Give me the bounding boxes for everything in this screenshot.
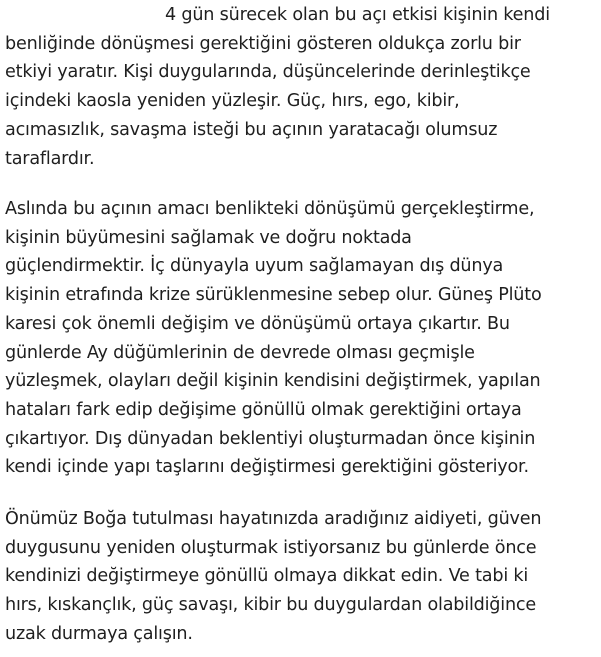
paragraph-line: kişinin büyümesini sağlamak ve doğru noktada xyxy=(5,227,412,248)
paragraph-line: Aslında bu açının amacı benlikteki dönüşümü gerçekleştirme, xyxy=(5,199,535,219)
paragraph-line: yüzleşmek, olayları değil kişinin kendisini değiştirmek, yapılan xyxy=(5,371,541,392)
paragraph-eclipse xyxy=(5,505,541,649)
paragraph-line: hırs, kıskançlık, güç savaşı, kibir bu duygulardan olabildiğince xyxy=(5,595,537,616)
paragraph-line: Önümüz Boğa tutulması hayatınızda aradığınız aidiyeti, güven xyxy=(5,509,542,529)
paragraph-line: acımasızlık, savaşma isteği bu açının yaratacağı olumsuz xyxy=(5,119,498,140)
paragraph-line: kendinizi değiştirmeye gönüllü olmaya dikkat edin. Ve tabi ki xyxy=(5,566,529,587)
paragraph-line: uzak durmaya çalışın. xyxy=(5,623,193,644)
paragraph-line: kişinin etrafında krize sürüklenmesine sebep olur. Güneş Plüto xyxy=(5,285,542,306)
paragraph-intro xyxy=(5,1,550,173)
paragraph-line: kendi içinde yapı taşlarını değiştirmesi gerektiğini gösteriyor. xyxy=(5,457,529,478)
paragraph-line: duygusunu yeniden oluşturmak istiyorsanız bu günlerde önce xyxy=(5,537,537,558)
paragraph-line: taraflardır. xyxy=(5,148,95,169)
paragraph-line: hataları fark edip değişime gönüllü olmak gerektiğini ortaya xyxy=(5,399,522,420)
paragraph-line: içindeki kaosla yeniden yüzleşir. Güç, hırs, ego, kibir, xyxy=(5,91,460,112)
paragraph-line: karesi çok önemli değişim ve dönüşümü ortaya çıkartır. Bu xyxy=(5,313,510,334)
paragraph-line: çıkartıyor. Dış dünyadan beklentiyi oluşturmadan önce kişinin xyxy=(5,428,536,449)
paragraph-line: benliğinde dönüşmesi gerektiğini gösteren oldukça zorlu bir xyxy=(5,33,521,54)
paragraph-line: güçlendirmektir. İç dünyayla uyum sağlamayan dış dünya xyxy=(5,256,504,277)
paragraph-line: etkiyi yaratır. Kişi duygularında, düşüncelerinde derinleştikçe xyxy=(5,62,531,83)
paragraph-line: 4 gün sürecek olan bu açı etkisi kişinin kendi xyxy=(165,5,550,25)
paragraph-line: günlerde Ay düğümlerinin de devrede olması geçmişle xyxy=(5,342,475,363)
paragraph-purpose xyxy=(5,195,542,482)
